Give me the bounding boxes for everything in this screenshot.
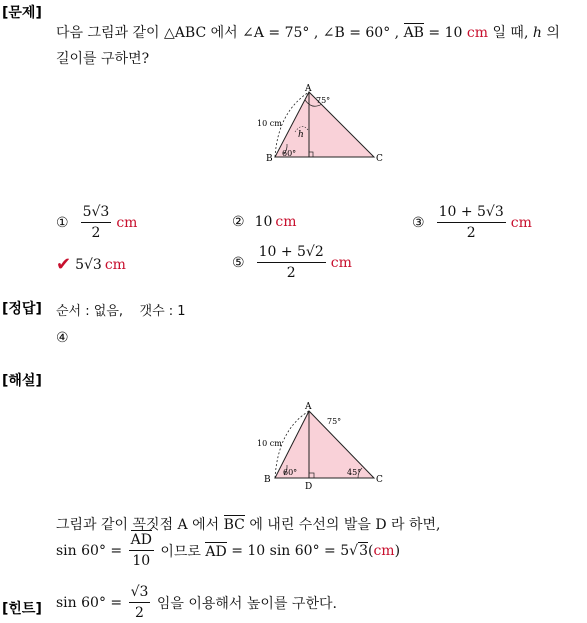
option-5-num: 10 + 5√2 [257, 244, 326, 263]
vertex-b-label: B [266, 154, 273, 164]
solution-sin: sin 60° = [56, 542, 127, 559]
option-2-mark: ② [232, 214, 245, 230]
problem-line1-post: 일 때, [488, 25, 533, 41]
solution-frac-num [129, 532, 154, 551]
hint-post: 임을 이용해서 높이를 구한다. [152, 595, 337, 612]
option-5-mark: ⑤ [232, 254, 245, 271]
solution-line1-pre: 그림과 같이 꼭짓점 A 에서 [56, 517, 224, 533]
paren-open: ( [367, 542, 374, 559]
option-4-unit: cm [104, 256, 126, 273]
hint-label: [힌트] [2, 601, 42, 617]
problem-label: [문제] [2, 5, 42, 21]
option-1-mark: ① [56, 214, 69, 231]
option-1-unit: cm [116, 214, 138, 231]
answer-line1: 순서 : 없음, 갯수 : 1 [56, 304, 186, 319]
problem-line1-pre: 다음 그림과 같이 △ABC 에서 ∠A = 75° , ∠B = 60° , [56, 25, 404, 41]
option-1-den: 2 [91, 225, 101, 241]
angle-a-label-2: 75° [327, 417, 342, 426]
option-2-text: 10 [254, 214, 273, 230]
option-3[interactable] [412, 204, 532, 241]
option-4-text: 5√3 [75, 256, 102, 273]
solution-eq: = 10 sin 60° = 5 [226, 542, 350, 559]
vertex-b-label-2: B [264, 475, 271, 485]
option-5[interactable] [232, 244, 352, 281]
option-3-mark: ③ [412, 214, 425, 231]
segment-ad: AD [205, 543, 227, 560]
angle-c-label: 45° [347, 468, 362, 477]
solution-label: [해설] [2, 373, 42, 389]
hint-den: 2 [135, 605, 144, 621]
option-2[interactable] [232, 214, 297, 230]
solution-sqrt: 3 [359, 543, 368, 559]
angle-b-label: 60° [282, 149, 297, 158]
problem-eq: = 10 [423, 25, 467, 41]
answer-text [56, 298, 186, 351]
option-4[interactable] [56, 254, 126, 275]
problem-line1-end: 의 [541, 25, 560, 41]
solution-frac-den: 10 [132, 553, 151, 569]
segment-ab: AB [403, 25, 424, 41]
option-5-den: 2 [286, 265, 296, 281]
segment-bc: BC [223, 517, 245, 533]
vertex-a-label-2: A [305, 402, 312, 412]
vertex-c-label: C [376, 154, 383, 164]
solution-line2: sin 60° = $\frac{AD}{10}$ 이므로 AD = 10 sin 60° = 5 √ 3 ( cm ) [56, 532, 401, 569]
angle-b-label-2: 60° [283, 468, 298, 477]
problem-line2: 길이를 구하면? [56, 51, 150, 67]
option-3-num: 10 + 5√3 [437, 204, 506, 223]
triangle-figure-1 [250, 82, 400, 170]
segment-ad-frac: AD [130, 532, 152, 548]
triangle-figure-2 [250, 398, 400, 490]
answer-line2: ④ [56, 330, 69, 346]
solution-mid: 이므로 [155, 543, 206, 560]
vertex-d-label: D [305, 482, 313, 490]
option-1[interactable] [56, 204, 137, 241]
problem-text [56, 20, 586, 72]
solution-unit: cm [373, 542, 395, 559]
side-label: 10 cm [257, 119, 282, 128]
option-3-unit: cm [510, 214, 532, 231]
side-label-2: 10 cm [257, 439, 282, 448]
problem-h: h [532, 25, 542, 41]
answer-label: [정답] [2, 301, 42, 317]
hint-text [56, 584, 337, 621]
hint-sin: sin 60° = [56, 594, 127, 611]
angle-a-label: 75° [316, 96, 331, 105]
problem-unit: cm [466, 25, 488, 41]
option-2-unit: cm [275, 214, 297, 230]
solution-line1-post: 에 내린 수선의 발을 D 라 하면, [244, 517, 441, 533]
option-5-unit: cm [330, 254, 352, 271]
option-3-den: 2 [466, 225, 476, 241]
height-label: h [298, 130, 304, 140]
option-1-num: 5√3 [81, 204, 112, 223]
hint-num: √3 [129, 584, 151, 603]
vertex-c-label-2: C [376, 475, 383, 485]
paren-close: ) [394, 542, 401, 559]
checkmark-icon: ✔ [56, 254, 72, 275]
vertex-a-label: A [305, 84, 312, 94]
